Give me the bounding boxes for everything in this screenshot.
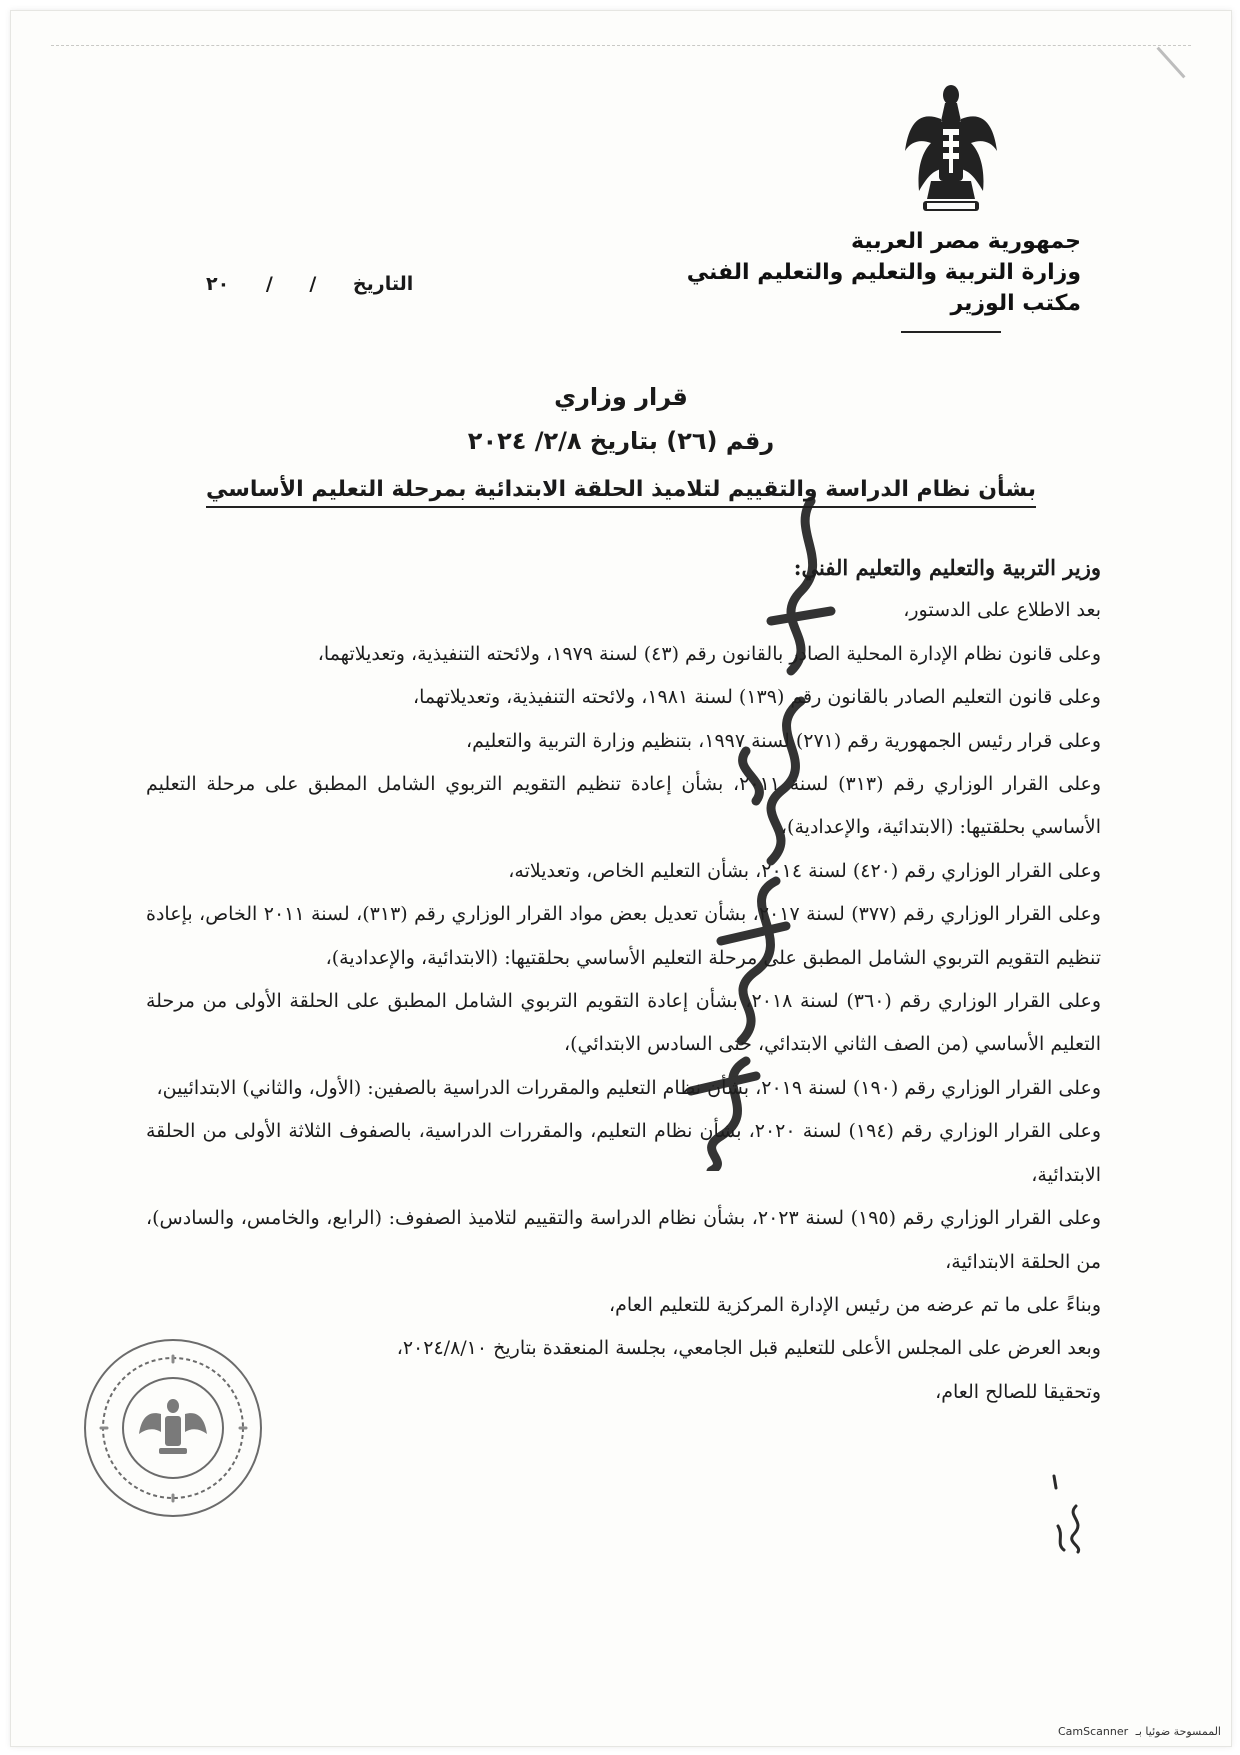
header-ministry: وزارة التربية والتعليم والتعليم الفني: [686, 260, 1081, 285]
scanner-label: الممسوحة ضوئيا بـ: [1135, 1725, 1221, 1738]
body-paragraph: وبناءً على ما تم عرضه من رئيس الإدارة المركزية للتعليم العام،: [609, 1293, 1101, 1316]
body-paragraph: وعلى القرار الوزاري رقم (٤٢٠) لسنة ٢٠١٤، بشأن التعليم الخاص، وتعديلاته،: [508, 859, 1101, 882]
body-lead: وزير التربية والتعليم والتعليم الفني:: [793, 555, 1101, 580]
signature-mark: [1046, 1466, 1101, 1556]
scan-corner-mark: [1157, 47, 1186, 79]
scan-edge-line: [51, 45, 1191, 46]
decree-subject: بشأن نظام الدراسة والتقييم لتلاميذ الحلقة الابتدائية بمرحلة التعليم الأساسي: [206, 477, 1036, 508]
body-paragraph: وبعد العرض على المجلس الأعلى للتعليم قبل الجامعي، بجلسة المنعقدة بتاريخ ٢٠٢٤/٨/١٠،: [396, 1337, 1101, 1360]
date-field: التاريخ / / ٢٠: [206, 273, 414, 295]
scanner-brand: CamScanner: [1057, 1725, 1129, 1738]
body-paragraph: وعلى القرار الوزاري رقم (٣١٣) لسنة ٢٠١١، بشأن إعادة تنظيم التقويم التربوي الشامل المطبق على مرحلة التعليم الأساسي بحلقتيها: (الابتدائية، والإعدادية)،: [146, 773, 1101, 839]
body-paragraph: وعلى القرار الوزاري رقم (١٩٥) لسنة ٢٠٢٣، بشأن نظام الدراسة والتقييم لتلاميذ الصفوف: (الرابع، والخامس، والسادس)، من الحلقة الابتدائية،: [146, 1207, 1101, 1273]
body-paragraph: وتحقيقا للصالح العام،: [935, 1380, 1101, 1403]
body-paragraph: وعلى قانون التعليم الصادر بالقانون رقم (١٣٩) لسنة ١٩٨١، ولائحته التنفيذية، وتعديلاتهما،: [412, 686, 1101, 709]
scanner-footer: [1058, 1725, 1221, 1738]
header-office: مكتب الوزير: [950, 291, 1081, 316]
official-seal-icon: [81, 1336, 266, 1521]
header-country: جمهورية مصر العربية: [851, 229, 1081, 254]
decree-title: قرار وزاري: [554, 383, 688, 411]
body-paragraph: بعد الاطلاع على الدستور،: [903, 599, 1101, 622]
body-paragraph: وعلى القرار الوزاري رقم (٣٦٠) لسنة ٢٠١٨، بشأن إعادة التقويم التربوي الشامل المطبق على الحلقة الأولى من مرحلة التعليم الأساسي (من الصف الثاني الابتدائي، حتى السادس الابتدائي)،: [146, 990, 1102, 1056]
decree-number: رقم (٢٦) بتاريخ ٢/٨/ ٢٠٢٤: [467, 427, 775, 455]
body-paragraph: وعلى قانون نظام الإدارة المحلية الصادر بالقانون رقم (٤٣) لسنة ١٩٧٩، ولائحته التنفيذية، وتعديلاتهما،: [317, 642, 1101, 665]
eagle-emblem-icon: [901, 81, 1001, 231]
body-paragraph: وعلى القرار الوزاري رقم (١٩٠) لسنة ٢٠١٩، بشأن نظام التعليم والمقررات الدراسية بالصفين: (الأول، والثاني) الابتدائيين،: [156, 1076, 1101, 1099]
handwritten-annotation: [571, 471, 891, 1171]
header-underline: [901, 331, 1001, 333]
body-paragraph: وعلى القرار الوزاري رقم (٣٧٧) لسنة ٢٠١٧، بشأن تعديل بعض مواد القرار الوزاري رقم (٣١٣)، لسنة ٢٠١١ الخاص، بإعادة تنظيم التقويم التربوي الشامل المطبق على مرحلة التعليم الأساسي بحلقتيها: (الابتدائية، والإعدادية)،: [146, 903, 1101, 969]
document-page: [10, 10, 1232, 1747]
body-paragraph: وعلى القرار الوزاري رقم (١٩٤) لسنة ٢٠٢٠، بشأن نظام التعليم، والمقررات الدراسية، بالصفوف الثلاثة الأولى من الحلقة الابتدائية،: [146, 1120, 1101, 1186]
ministry-header: [687, 226, 1081, 319]
body-paragraph: وعلى قرار رئيس الجمهورية رقم (٢٧١) لسنة ١٩٩٧، بتنظيم وزارة التربية والتعليم،: [466, 729, 1101, 752]
